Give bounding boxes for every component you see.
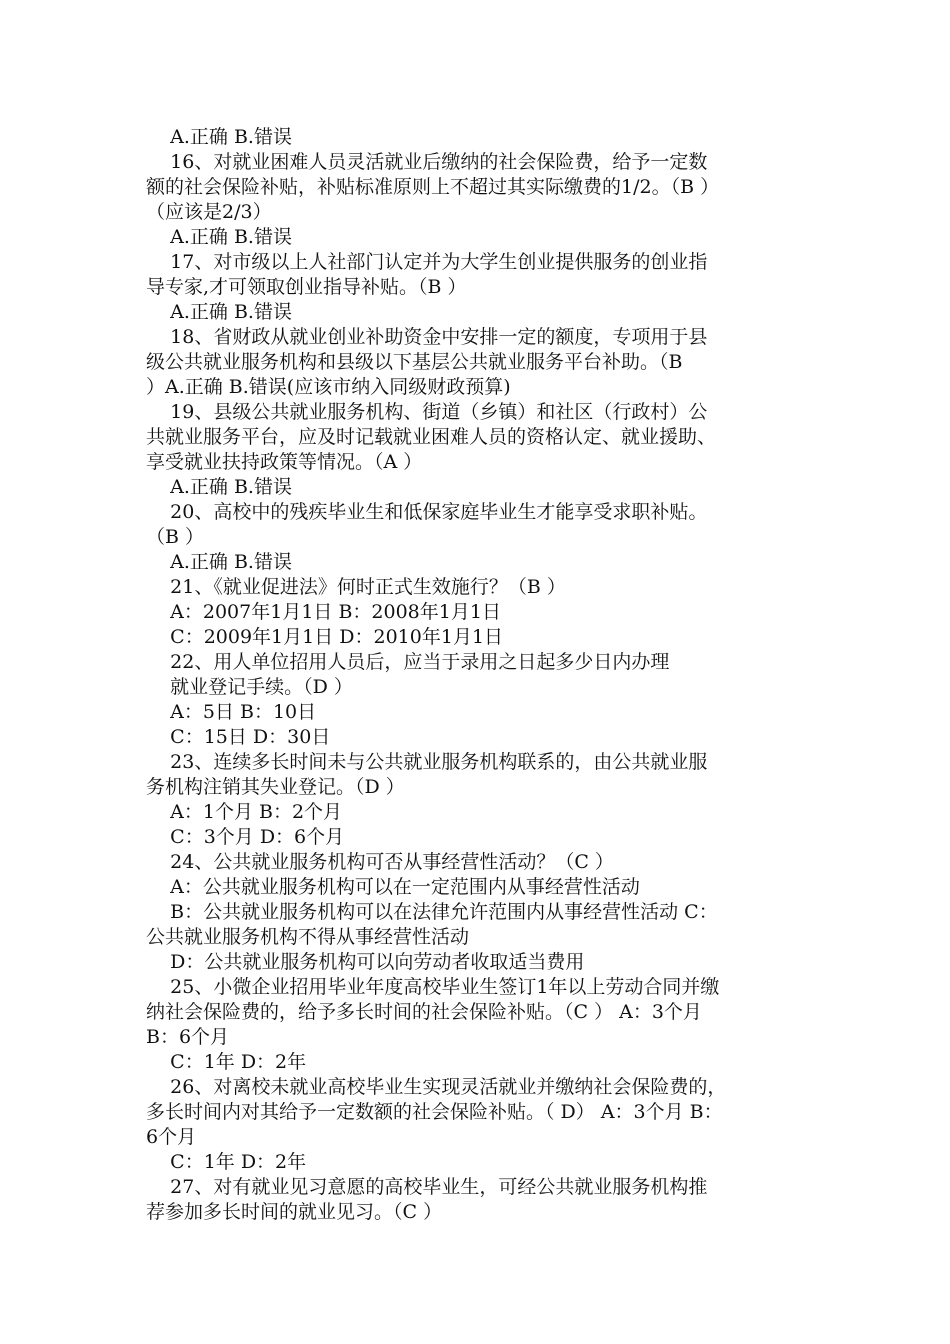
text-line: A：1个月 B：2个月 [146, 801, 343, 823]
text-line: 22、用人单位招用人员后，应当于录用之日起多少日内办理 [146, 651, 670, 673]
text-line: 务机构注销其失业登记。（D ） [146, 776, 405, 798]
text-line: 21、《就业促进法》何时正式生效施行？（B ） [146, 576, 566, 598]
text-line: 25、小微企业招用毕业年度高校毕业生签订1年以上劳动合同并缴 [146, 976, 720, 998]
text-line: A：2007年1月1日 B：2008年1月1日 [146, 601, 501, 623]
text-line: 26、对离校未就业高校毕业生实现灵活就业并缴纳社会保险费的， [146, 1076, 727, 1098]
text-line: A.正确 B.错误 [146, 476, 292, 498]
text-line: A：公共就业服务机构可以在一定范围内从事经营性活动 [146, 876, 640, 898]
text-line: 6个月 [146, 1126, 197, 1148]
text-line: C：2009年1月1日 D：2010年1月1日 [146, 626, 504, 648]
text-line: 导专家,才可领取创业指导补贴。（B ） [146, 276, 467, 298]
text-line: 荐参加多长时间的就业见习。（C ） [146, 1201, 443, 1223]
text-line: 额的社会保险补贴，补贴标准原则上不超过其实际缴费的1/2。（B ） [146, 176, 720, 198]
text-line: 16、对就业困难人员灵活就业后缴纳的社会保险费，给予一定数 [146, 151, 708, 173]
document-body [146, 125, 826, 1225]
text-line: 就业登记手续。（D ） [146, 676, 353, 698]
text-line: C：3个月 D：6个月 [146, 826, 345, 848]
text-line: A.正确 B.错误 [146, 301, 292, 323]
text-line: A.正确 B.错误 [146, 226, 292, 248]
text-line: 17、对市级以上人社部门认定并为大学生创业提供服务的创业指 [146, 251, 708, 273]
text-line: C：1年 D：2年 [146, 1051, 307, 1073]
text-line: （应该是2/3） [146, 201, 272, 223]
text-line: 公共就业服务机构不得从事经营性活动 [146, 926, 470, 948]
text-line: 18、省财政从就业创业补助资金中安排一定的额度，专项用于县 [146, 326, 708, 348]
text-line: A.正确 B.错误 [146, 126, 292, 148]
text-line: 享受就业扶持政策等情况。（A ） [146, 451, 423, 473]
text-line: 多长时间内对其给予一定数额的社会保险补贴。（ D） A：3个月 B： [146, 1101, 723, 1123]
text-line: 24、公共就业服务机构可否从事经营性活动？（C ） [146, 851, 614, 873]
text-line: 20、高校中的残疾毕业生和低保家庭毕业生才能享受求职补贴。 [146, 501, 708, 523]
text-line: 共就业服务平台，应及时记载就业困难人员的资格认定、就业援助、 [146, 426, 717, 448]
text-line: C：1年 D：2年 [146, 1151, 307, 1173]
text-line: B：公共就业服务机构可以在法律允许范围内从事经营性活动 C： [146, 901, 718, 923]
text-line: A：5日 B：10日 [146, 701, 317, 723]
text-line: 27、对有就业见习意愿的高校毕业生，可经公共就业服务机构推 [146, 1176, 708, 1198]
text-line: 19、县级公共就业服务机构、街道（乡镇）和社区（行政村）公 [146, 401, 708, 423]
text-line: 级公共就业服务机构和县级以下基层公共就业服务平台补助。（B [146, 351, 683, 373]
text-line: （B ） [146, 526, 205, 548]
text-line: B：6个月 [146, 1026, 230, 1048]
text-line: 23、连续多长时间未与公共就业服务机构联系的，由公共就业服 [146, 751, 708, 773]
text-line: 纳社会保险费的，给予多长时间的社会保险补贴。（C ） A：3个月 [146, 1001, 702, 1023]
text-line: ）A.正确 B.错误(应该市纳入同级财政预算) [146, 376, 511, 398]
text-line: C：15日 D：30日 [146, 726, 331, 748]
text-line: A.正确 B.错误 [146, 551, 292, 573]
text-line: D：公共就业服务机构可以向劳动者收取适当费用 [146, 951, 585, 973]
